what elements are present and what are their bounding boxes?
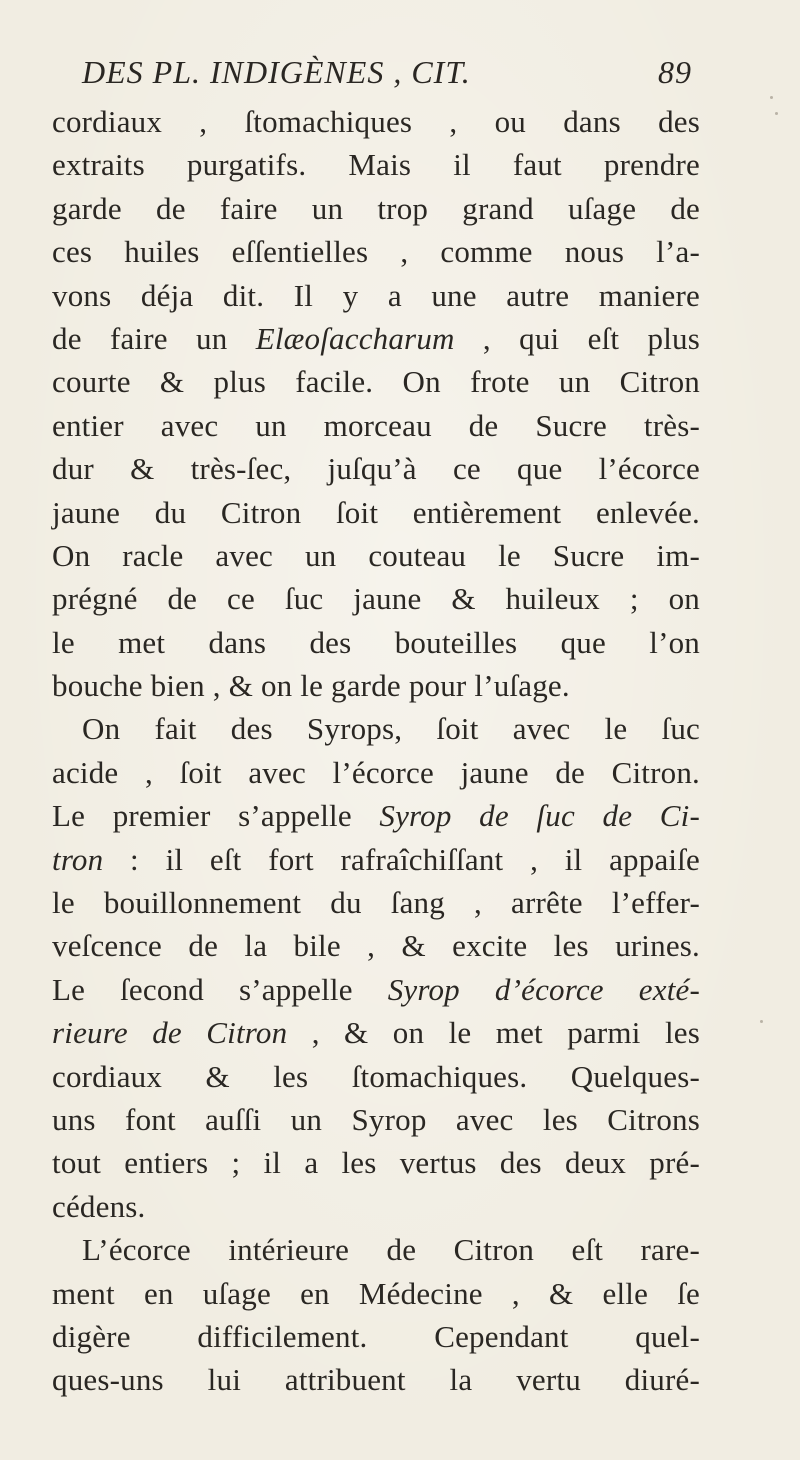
text-line: [52, 1098, 700, 1141]
text-line: [52, 794, 700, 837]
text-line: [52, 664, 700, 707]
text-line: [52, 621, 700, 664]
text-segment: digère difficilement. Cependant quel-: [52, 1318, 700, 1354]
italic-text: rieure de Citron: [52, 1015, 288, 1051]
italic-text: tron: [52, 841, 104, 877]
text-line: [52, 534, 700, 577]
text-segment: L’écorce intérieure de Citron eſt rare-: [82, 1232, 700, 1268]
text-segment: cordiaux & les ſtomachiques. Quelques-: [52, 1058, 700, 1094]
text-segment: ques-uns lui attribuent la vertu diuré-: [52, 1362, 700, 1398]
text-line: [52, 100, 700, 143]
text-segment: le met dans des bouteilles que l’on: [52, 624, 700, 660]
text-line: [52, 1185, 700, 1228]
text-line: [52, 404, 700, 447]
text-line: [52, 1011, 700, 1054]
text-segment: garde de faire un trop grand uſage de: [52, 190, 700, 226]
text-segment: On racle avec un couteau le Sucre im-: [52, 537, 700, 573]
text-line: [52, 707, 700, 750]
page-number: 89: [658, 54, 692, 90]
text-line: [52, 317, 700, 360]
text-segment: entier avec un morceau de Sucre très-: [52, 407, 700, 443]
text-line: [52, 1272, 700, 1315]
text-line: [52, 230, 700, 273]
text-line: [52, 1055, 700, 1098]
text-line: [52, 751, 700, 794]
running-title: DES PL. INDIGÈNES , CIT.: [82, 54, 471, 90]
text-line: [52, 881, 700, 924]
text-line: [52, 187, 700, 230]
text-segment: : il eſt fort rafraîchiſſant , il appaiſe: [103, 841, 700, 877]
text-line: [52, 274, 700, 317]
text-line: [52, 360, 700, 403]
text-segment: le bouillonnement du ſang , arrête l’effer-: [52, 885, 700, 921]
italic-text: Syrop de ſuc de Ci-: [379, 798, 700, 834]
text-segment: acide , ſoit avec l’écorce jaune de Citron.: [52, 754, 700, 790]
body-text: [52, 100, 700, 1402]
text-segment: bouche bien , & on le garde pour l’uſage.: [52, 668, 570, 704]
running-header: [52, 54, 692, 100]
text-segment: ment en uſage en Médecine , & elle ſe: [52, 1275, 700, 1311]
text-line: [52, 577, 700, 620]
text-line: [52, 838, 700, 881]
text-segment: On fait des Syrops, ſoit avec le ſuc: [82, 711, 700, 747]
text-line: [52, 1358, 700, 1401]
paper-speck: [770, 96, 773, 99]
text-segment: , & on le met parmi les: [287, 1015, 700, 1051]
text-segment: cordiaux , ſtomachiques , ou dans des: [52, 104, 700, 139]
italic-text: Elæoſaccharum: [255, 320, 455, 356]
text-line: [52, 1228, 700, 1271]
text-line: [52, 1141, 700, 1184]
text-segment: courte & plus facile. On frote un Citron: [52, 364, 700, 400]
text-segment: jaune du Citron ſoit entièrement enlevée.: [52, 494, 700, 530]
text-segment: prégné de ce ſuc jaune & huileux ; on: [52, 581, 700, 617]
text-segment: vons déja dit. Il y a une autre maniere: [52, 277, 700, 313]
text-segment: ces huiles eſſentielles , comme nous l’a-: [52, 234, 700, 270]
text-segment: tout entiers ; il a les vertus des deux pré-: [52, 1145, 700, 1181]
paper-speck: [775, 112, 778, 115]
text-segment: Le ſecond s’appelle: [52, 971, 388, 1007]
text-segment: dur & très-ſec, juſqu’à ce que l’écorce: [52, 451, 700, 487]
text-line: [52, 447, 700, 490]
text-segment: , qui eſt plus: [454, 320, 700, 356]
text-segment: uns font auſſi un Syrop avec les Citrons: [52, 1101, 700, 1137]
text-segment: extraits purgatifs. Mais il faut prendre: [52, 147, 700, 183]
text-line: [52, 143, 700, 186]
text-line: [52, 1315, 700, 1358]
text-segment: veſcence de la bile , & excite les urines.: [52, 928, 700, 964]
text-segment: Le premier s’appelle: [52, 798, 380, 834]
text-segment: de faire un: [52, 320, 256, 356]
text-line: [52, 491, 700, 534]
italic-text: Syrop d’écorce exté-: [387, 971, 700, 1007]
text-segment: cédens.: [52, 1188, 146, 1224]
paper-speck: [760, 1020, 763, 1023]
text-line: [52, 924, 700, 967]
text-line: [52, 968, 700, 1011]
